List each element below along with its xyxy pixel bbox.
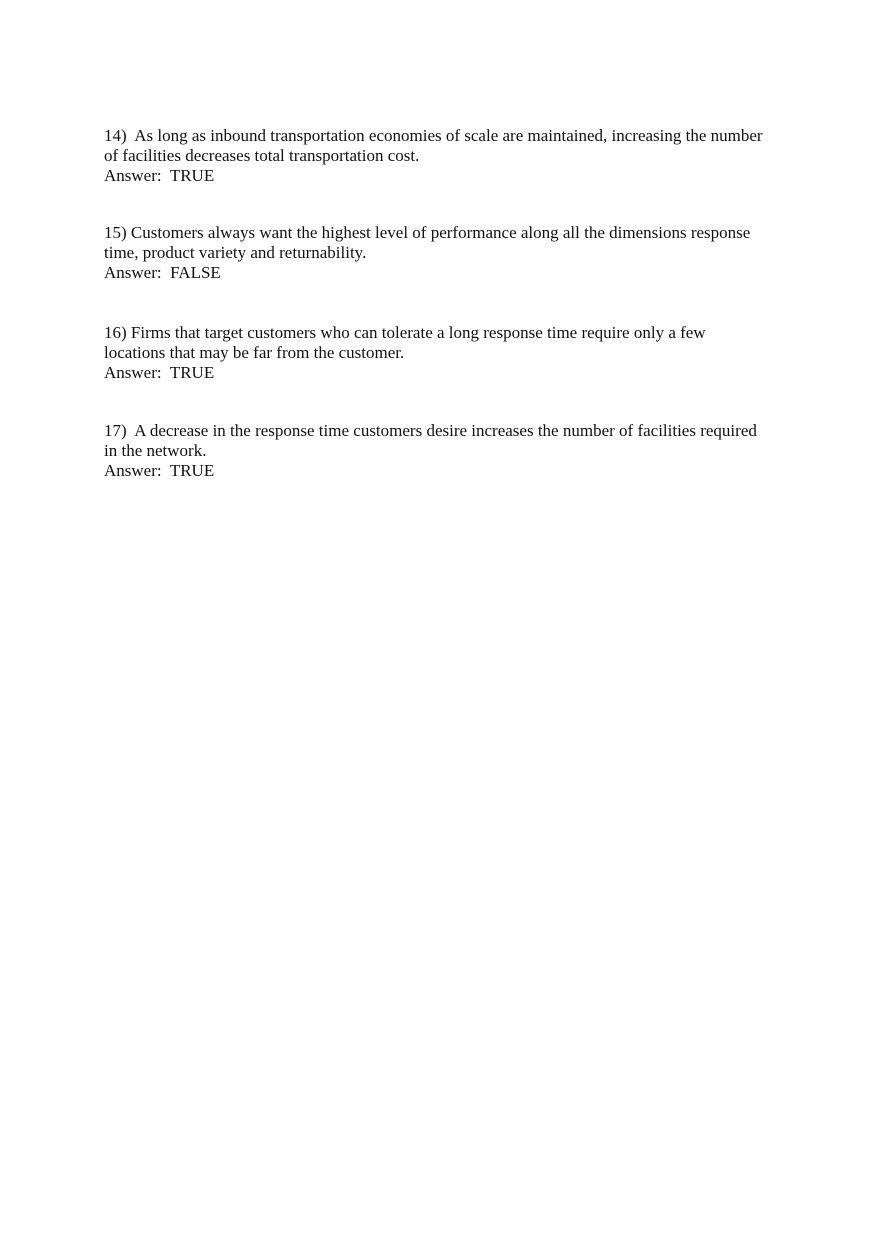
question-text: A decrease in the response time customers desire increases the number of facilities required (134, 421, 757, 440)
question-text-line-2: locations that may be far from the customer. (104, 343, 405, 362)
answer-label: Answer: (104, 166, 162, 185)
answer-line (104, 166, 784, 186)
question-text: Firms that target customers who can tolerate a long response time require only a few (130, 323, 706, 342)
question-text-line-2: in the network. (104, 441, 207, 460)
answer-line (104, 263, 784, 283)
answer-label: Answer: (104, 461, 162, 480)
question-text: As long as inbound transportation economies of scale are maintained, increasing the number (134, 126, 763, 145)
answer-value: TRUE (169, 363, 215, 382)
question-text-line-1 (104, 323, 784, 343)
question-number: 14) (104, 126, 127, 145)
answer-line (104, 363, 784, 383)
question-text-line-1 (104, 223, 784, 243)
question-text-line-1 (104, 421, 784, 441)
question-14 (104, 126, 784, 186)
question-number: 15) (104, 223, 127, 242)
answer-value: FALSE (170, 263, 221, 282)
answer-line (104, 461, 784, 481)
question-16 (104, 323, 784, 383)
question-text-line-2: of facilities decreases total transportation cost. (104, 146, 420, 165)
answer-label: Answer: (104, 363, 162, 382)
question-number: 17) (104, 421, 127, 440)
question-text-line-1 (104, 126, 784, 146)
question-number: 16) (104, 323, 127, 342)
answer-label: Answer: (104, 263, 162, 282)
question-17 (104, 421, 784, 481)
question-text-line-2: time, product variety and returnability. (104, 243, 367, 262)
answer-value: TRUE (169, 166, 215, 185)
answer-value: TRUE (169, 461, 215, 480)
question-text: Customers always want the highest level of performance along all the dimensions response (130, 223, 751, 242)
question-15 (104, 223, 784, 283)
